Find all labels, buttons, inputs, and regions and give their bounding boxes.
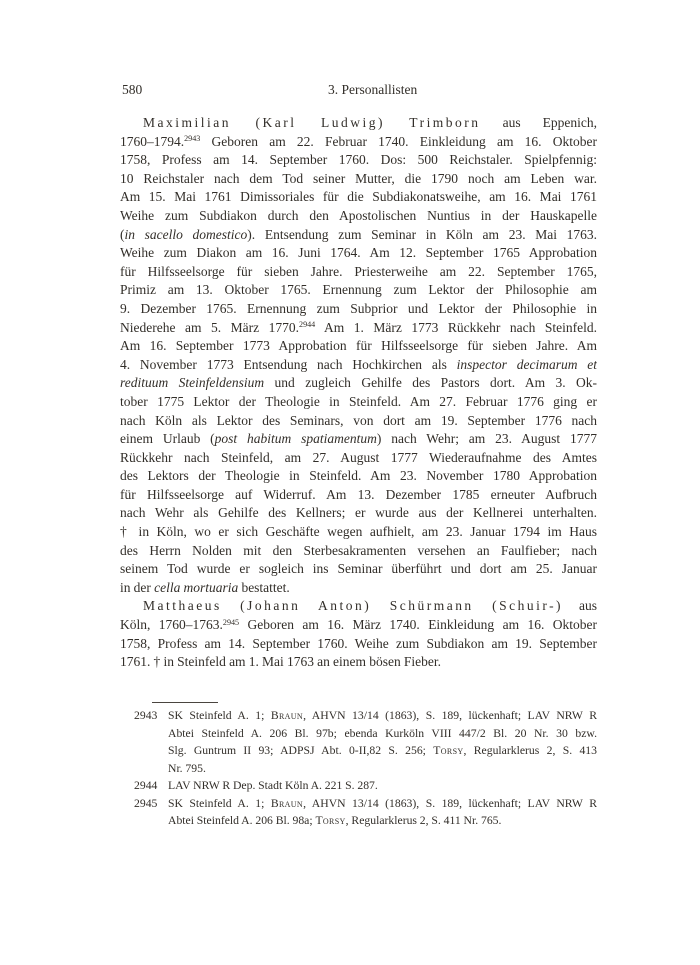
text-segment: , Regularklerus 2, S. 413	[463, 744, 597, 757]
text-line	[168, 777, 597, 795]
paragraph	[120, 114, 597, 597]
text-segment: des Herrn Nolden mit den Sterbesakramenten versehen an Faulfieber; nach	[120, 542, 597, 558]
text-segment: nach Wehr als Gehilfe des Kellners; er wurde aus der Kellnerei unterhalten.	[120, 505, 597, 521]
text-segment: Slg. Guntrum II 93; ADPSJ Abt. 0-II,82 S. 256;	[168, 744, 434, 757]
text-segment: aus Eppenich,	[480, 115, 597, 130]
text-line	[120, 635, 597, 654]
text-line	[120, 188, 597, 207]
footnote-marker: 2944	[299, 320, 316, 330]
text-segment: redituum Steinfeldensium	[120, 375, 265, 391]
text-segment: Rückkehr nach Steinfeld, am 27. August 1777 Wiederaufnahme des Amtes	[120, 449, 597, 465]
text-line	[120, 467, 597, 486]
text-segment: LAV NRW R Dep. Stadt Köln A. 221 S. 287.	[168, 779, 378, 792]
text-line	[120, 114, 597, 133]
footnote-number: 2944	[134, 779, 158, 792]
footnote-marker: 2943	[184, 134, 201, 144]
text-segment: 1761. † in Steinfeld am 1. Mai 1763 an einem bösen Fieber.	[120, 654, 441, 670]
text-segment: Köln, 1760–1763.	[120, 617, 223, 633]
footnote-number: 2945	[134, 796, 158, 810]
text-line	[168, 795, 597, 813]
text-line	[120, 319, 597, 338]
text-segment: einem Urlaub (	[120, 431, 215, 447]
footnote-text	[168, 707, 597, 777]
text-segment: Geboren am 16. März 1740. Einkleidung am 16. Oktober	[239, 617, 597, 633]
text-segment: Am 16. September 1773 Approbation für Hilfsseelsorge für sieben Jahre. Am	[120, 338, 597, 354]
text-segment: des Lektors der Theologie in Steinfeld. Am 23. November 1780 Approbation	[120, 468, 597, 484]
text-segment: Braun	[270, 796, 304, 810]
text-segment: Torsy	[315, 814, 346, 827]
text-segment: Abtei Steinfeld A. 206 Bl. 98a;	[168, 814, 316, 827]
text-segment: Braun	[270, 709, 304, 722]
text-line	[168, 742, 597, 760]
text-segment: Am 1. März 1773 Rückkehr nach Steinfeld.	[315, 319, 597, 335]
text-line	[120, 523, 597, 542]
text-line	[120, 449, 597, 468]
text-segment: SK Steinfeld A. 1;	[168, 709, 271, 722]
text-segment: Am 15. Mai 1761 Dimissoriales für die Subdiakonatsweihe, am 16. Mai 1761	[120, 189, 597, 205]
text-line	[120, 281, 597, 300]
text-segment: nach Köln als Lektor des Seminars, von dort am 19. September 1776 nach	[120, 412, 597, 428]
text-line	[120, 579, 597, 598]
text-segment: SK Steinfeld A. 1;	[168, 796, 271, 810]
text-line	[120, 412, 597, 431]
paragraph	[120, 597, 597, 671]
text-segment: Primiz am 13. Oktober 1765. Ernennung zum Lektor der Philosophie am	[120, 282, 597, 298]
text-segment: seinem Tod wurde er sogleich ins Seminar überführt und dort am 25. Januar	[120, 561, 597, 577]
text-line	[120, 263, 597, 282]
text-line	[120, 170, 597, 189]
text-segment: post habitum spatiamentum	[214, 431, 377, 447]
text-segment: cella mortuaria	[154, 579, 239, 595]
text-line	[120, 207, 597, 226]
text-line	[168, 812, 597, 830]
text-segment: tober 1775 Lektor der Theologie in Steinfeld. Am 27. Februar 1776 ging er	[120, 393, 597, 409]
text-segment: 9. Dezember 1765. Ernennung zum Subprior und Lektor der Philosophie in	[120, 300, 597, 316]
text-segment: in der	[120, 579, 155, 595]
text-line	[120, 486, 597, 505]
text-segment: Torsy	[433, 744, 464, 757]
text-segment: , AHVN 13/14 (1863), S. 189, lückenhaft; LAV NRW R	[303, 796, 597, 810]
text-line	[120, 133, 597, 152]
text-segment: ) nach Wehr; am 23. August 1777	[376, 431, 597, 447]
text-line	[120, 151, 597, 170]
text-line	[120, 374, 597, 393]
text-line	[120, 504, 597, 523]
text-segment: 1760–1794.	[120, 133, 185, 149]
text-segment: Weihe zum Diakon am 16. Juni 1764. Am 12. September 1765 Approbation	[120, 245, 597, 261]
text-segment: 1758, Profess am 14. September 1760. Dos: 500 Reichstaler. Spielpfennig:	[120, 152, 597, 168]
footnote-marker: 2945	[222, 617, 240, 627]
text-segment: Maximilian (Karl Ludwig) Trimborn	[143, 115, 481, 130]
text-line	[120, 542, 597, 561]
text-line	[120, 616, 597, 635]
footnote	[134, 707, 597, 777]
text-line	[120, 337, 597, 356]
page-number: 580	[122, 82, 143, 97]
text-segment: Niederehe am 5. März 1770.	[120, 319, 300, 335]
text-line	[168, 707, 597, 725]
body-text	[120, 114, 597, 672]
running-head: 3. Personallisten	[328, 82, 418, 97]
text-segment: (	[120, 226, 125, 242]
text-line	[120, 597, 597, 616]
text-line	[120, 300, 597, 319]
text-line	[120, 393, 597, 412]
text-line	[120, 226, 597, 245]
text-segment: Weihe zum Subdiakon durch den Apostolischen Nuntius in der Hauskapelle	[120, 207, 597, 223]
footnotes-section	[134, 707, 597, 830]
text-line	[168, 725, 597, 743]
footnote-rule	[152, 702, 218, 703]
text-segment: † in Köln, wo er sich Geschäfte wegen aufhielt, am 23. Januar 1794 im Haus	[120, 524, 597, 540]
text-segment: Nr. 795.	[168, 761, 206, 775]
footnote-number: 2943	[134, 709, 158, 722]
text-line	[120, 560, 597, 579]
text-segment: für Hilfsseelsorge für sieben Jahre. Priesterweihe am 22. September 1765,	[120, 263, 597, 279]
footnote	[134, 795, 597, 830]
page-header	[120, 82, 597, 98]
text-line	[120, 356, 597, 375]
text-segment: Matthaeus (Johann Anton) Schürmann (Schuir-)	[143, 598, 564, 614]
text-segment: und zugleich Gehilfe des Pastors dort. Am 3. Ok-	[264, 375, 597, 391]
text-segment: , Regularklerus 2, S. 411 Nr. 765.	[345, 814, 502, 827]
text-line	[120, 653, 597, 672]
text-segment: aus	[563, 598, 597, 614]
text-segment: ). Entsendung zum Seminar in Köln am 23. Mai 1763.	[247, 226, 597, 242]
text-segment: in sacello domestico	[124, 226, 248, 242]
text-segment: 4. November 1773 Entsendung nach Hochkirchen als	[120, 356, 457, 372]
text-line	[120, 430, 597, 449]
footnote	[134, 777, 597, 795]
text-segment: inspector decimarum et	[456, 356, 597, 372]
text-line	[120, 244, 597, 263]
footnote-text	[168, 777, 597, 795]
text-segment: , AHVN 13/14 (1863), S. 189, lückenhaft; LAV NRW R	[303, 709, 597, 722]
text-segment: für Hilfsseelsorge auf Widerruf. Am 13. Dezember 1785 erneuter Aufbruch	[120, 486, 597, 502]
footnote-text	[168, 795, 597, 830]
text-segment: bestattet.	[238, 579, 290, 595]
text-segment: 10 Reichstaler nach dem Tod seiner Mutter, die 1790 noch am Leben war.	[120, 170, 597, 186]
text-line	[168, 760, 597, 778]
text-segment: Abtei Steinfeld A. 206 Bl. 97b; ebenda Kurköln VIII 447/2 Bl. 20 Nr. 30 bzw.	[168, 726, 597, 740]
text-segment: 1758, Profess am 14. September 1760. Weihe zum Subdiakon am 19. September	[120, 635, 597, 651]
text-segment: Geboren am 22. Februar 1740. Einkleidung am 16. Oktober	[200, 133, 597, 149]
